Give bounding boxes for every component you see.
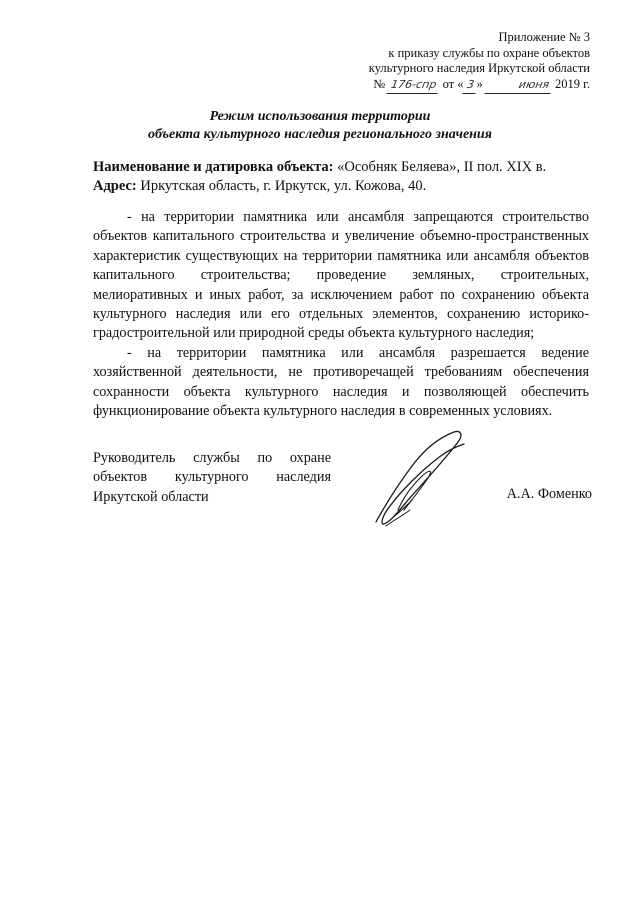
appendix-title: Приложение № 3 [498,30,590,44]
object-address-value: Иркутская область, г. Иркутск, ул. Кожова, 40. [140,178,427,194]
regime-permissions-paragraph: - на территории памятника или ансамбля разрешается ведение хозяйственной деятельности, не противоречащей требованиям обеспечения сохранности объекта культурного наследия и позволяющей обеспечить функционирование объекта культурного наследия в современных условиях. [93,344,589,420]
order-number-line [369,77,590,94]
title-line-2: объекта культурного наследия регионального значения [148,127,492,142]
appendix-order-ref: к приказу службы по охране объектов [388,45,590,60]
signer-position: Руководитель службы по охране объектов культурного наследия Иркутской области [93,450,331,505]
appendix-authority: культурного наследия Иркутской области [368,61,590,75]
appendix-header [369,30,590,93]
object-name-label: Наименование и датировка объекта: [93,159,334,175]
object-address-label: Адрес: [93,178,137,194]
handwritten-signature [368,430,478,530]
order-day-handwritten: 3 [462,77,478,94]
regime-text [93,208,589,421]
document-title [0,108,640,144]
order-number-prefix: № [373,76,386,91]
order-year: 2019 г. [555,76,590,91]
object-name-value: «Особняк Беляева», II пол. XIX в. [337,159,547,175]
signer-name: А.А. Фоменко [506,486,592,502]
order-date-prefix: от « [442,76,464,91]
order-month-handwritten: июня [484,77,553,94]
object-name-line [93,158,593,177]
title-line-1: Режим использования территории [209,109,431,124]
regime-prohibitions-paragraph: - на территории памятника или ансамбля запрещаются строительство объектов капитального строительства и увеличение объемно-пространственных характеристик существующих на территории памятника или ансамбля объектов капитального строительства; проведение земляных, строительных, мелиоративных и иных работ, за исключением работ по сохранению объекта культурного наследия или его отдельных элементов, сохранению историко-градостроительной или природной среды объекта культурного наследия; [93,209,589,342]
object-address-line [93,177,593,196]
order-day-suffix: » [476,76,483,91]
order-number-handwritten: 176-спр [387,77,441,94]
object-info [93,158,593,196]
